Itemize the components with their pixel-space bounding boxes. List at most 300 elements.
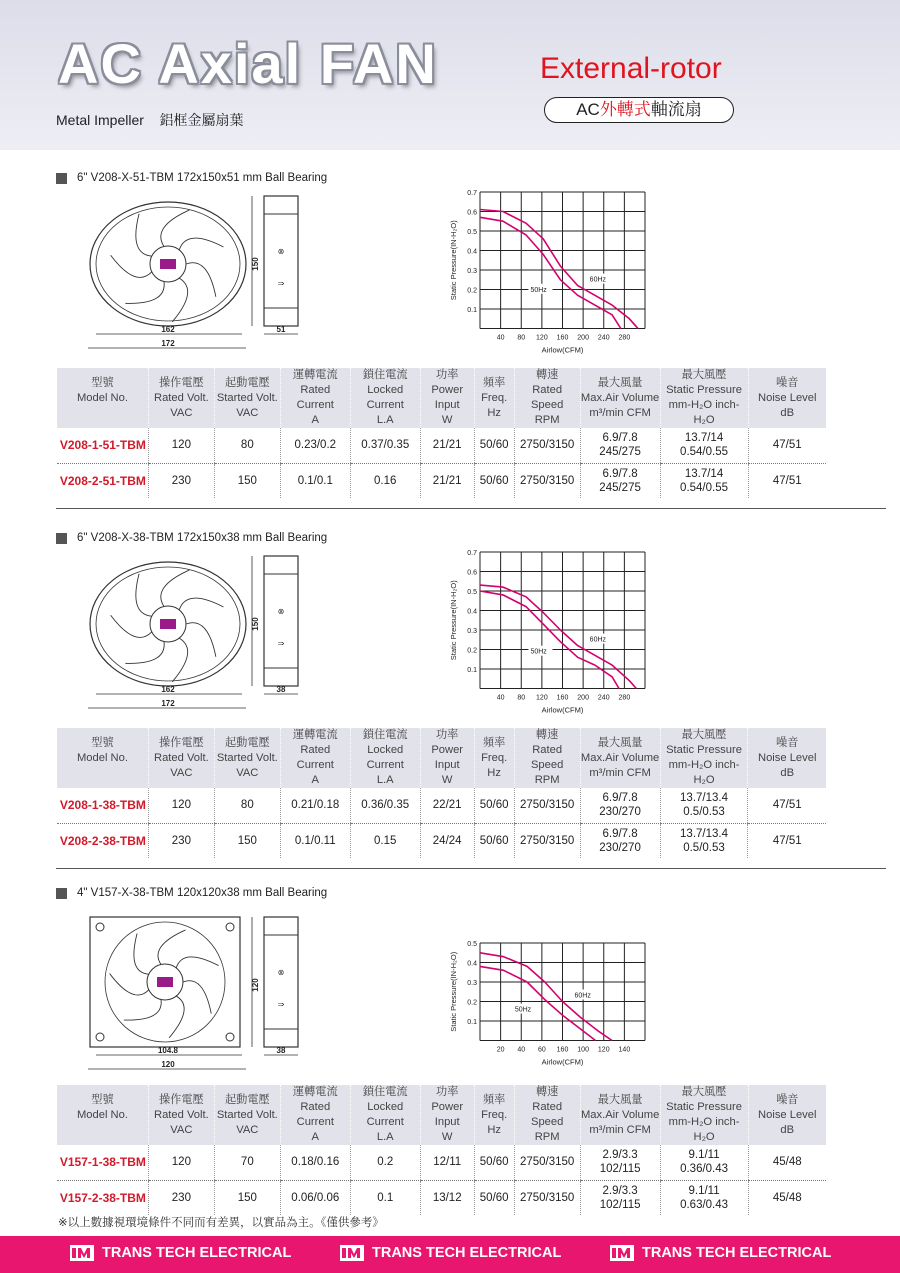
y-tick-label: 0.3	[467, 628, 477, 635]
table-cell	[580, 1145, 660, 1180]
cell-value: 50/60	[479, 834, 509, 847]
header-line: 鎖住電流	[362, 729, 408, 741]
header-line: 功率	[436, 369, 459, 381]
cell-value: V208-1-51-TBM	[59, 438, 146, 453]
table-cell	[280, 788, 350, 823]
table-cell	[660, 788, 748, 823]
cell-value: 2750/3150	[519, 1191, 575, 1204]
table-header-cell	[580, 728, 660, 788]
model-number	[57, 823, 149, 858]
table-header-cell	[148, 728, 214, 788]
brand-logo-icon	[157, 977, 173, 987]
section-divider	[56, 868, 886, 869]
cell-value: 47/51	[772, 799, 802, 812]
cell-value: 22/21	[432, 799, 462, 812]
header-line: Static Pressure	[666, 384, 742, 396]
header-line: dB	[780, 406, 795, 419]
table-cell	[474, 1145, 514, 1180]
table-header-cell	[350, 728, 420, 788]
x-tick-label: 20	[496, 1046, 505, 1054]
header-line: 操作電壓	[158, 1093, 204, 1106]
badge-suffix: 軸流扇	[650, 100, 702, 119]
x-tick-label: 80	[517, 334, 526, 342]
header-line: mm-H₂O inch-H₂O	[668, 399, 740, 426]
header-line: 起動電壓	[224, 376, 270, 389]
footer-brand-1	[70, 1245, 291, 1261]
section-title: 6" V208-X-51-TBM 172x150x51 mm Ball Bearing	[77, 172, 328, 184]
y-tick-label: 0.1	[467, 667, 477, 674]
x-tick-label: 40	[517, 1046, 526, 1054]
dim-depth-label: 38	[276, 1046, 286, 1055]
header-line: 頻率	[482, 736, 506, 749]
cell-value: 13.7/13.4	[680, 792, 728, 805]
cell-value: 120	[171, 1156, 191, 1169]
table-cell	[660, 1180, 748, 1215]
table-cell	[350, 1145, 420, 1180]
series-label: 60Hz	[589, 276, 607, 284]
x-tick-label: 200	[577, 334, 589, 342]
cell-value: 0.54/0.55	[680, 481, 729, 494]
model-number	[57, 1180, 149, 1215]
cell-value: 6.9/7.8	[602, 467, 638, 480]
table-cell	[514, 428, 580, 463]
cell-value: 230/270	[599, 806, 641, 819]
table-cell	[148, 1180, 214, 1215]
x-tick-label: 280	[618, 694, 631, 702]
cell-value: 102/115	[599, 1198, 641, 1211]
footnote: ※以上數據視環境條件不同而有差異，以實品為主。《僅供參考》	[58, 1217, 384, 1229]
cell-value: 120	[171, 439, 191, 452]
header-line: Noise Level	[758, 751, 817, 764]
table-header-cell	[420, 728, 474, 788]
cell-value: V157-1-38-TBM	[59, 1155, 146, 1170]
cell-value: 0.5/0.53	[683, 841, 725, 854]
cell-value: 70	[240, 1156, 254, 1169]
header-line: Model No.	[76, 751, 128, 764]
header-line: 轉速	[535, 369, 559, 381]
cell-value: 6.9/7.8	[602, 432, 638, 445]
table-header-cell	[514, 728, 580, 788]
cell-value: 2.9/3.3	[602, 1184, 638, 1197]
table-cell	[350, 463, 420, 498]
fan-section	[0, 170, 900, 510]
header-line: 運轉電流	[292, 369, 338, 381]
x-tick-label: 120	[597, 1046, 610, 1054]
table-header-cell	[514, 368, 580, 428]
table-cell	[580, 788, 660, 823]
header-line: A	[311, 1131, 320, 1143]
table-row	[57, 823, 827, 858]
cell-value: 0.21/0.18	[291, 799, 340, 812]
header-line: 鎖住電流	[362, 1086, 408, 1098]
rotation-icon: ⊗	[277, 247, 285, 256]
header-line: W	[441, 774, 453, 786]
x-tick-label: 280	[618, 334, 631, 342]
cell-value: V157-2-38-TBM	[59, 1190, 146, 1205]
cell-value: 0.15	[374, 834, 397, 847]
header-line: 型號	[91, 736, 114, 749]
table-row	[57, 463, 827, 498]
table-cell	[474, 1180, 514, 1215]
spec-table	[56, 368, 826, 498]
table-cell	[660, 823, 748, 858]
cell-value: 21/21	[432, 439, 462, 452]
spec-table	[56, 1085, 826, 1215]
table-header-cell	[580, 368, 660, 428]
header-line: Rated Current	[296, 744, 334, 771]
cell-value: 0.5/0.53	[683, 806, 725, 819]
header-line: Model No.	[76, 391, 128, 404]
rotation-icon: ⊗	[277, 607, 285, 616]
header-line: Power Input	[431, 384, 464, 411]
table-row	[57, 428, 827, 463]
table-header-cell	[748, 1085, 826, 1145]
table-cell	[474, 463, 514, 498]
table-header-cell	[748, 368, 826, 428]
x-tick-label: 40	[496, 334, 505, 342]
fan-drawing	[86, 194, 346, 354]
y-axis-label: Static Pressure(IN-H₂O)	[449, 580, 458, 661]
fan-drawing	[86, 554, 346, 714]
header-line: Rated Speed	[530, 384, 564, 411]
x-tick-label: 120	[536, 694, 548, 702]
table-cell	[748, 1180, 826, 1215]
series-label: 50Hz	[530, 286, 547, 294]
cell-value: 47/51	[772, 834, 802, 847]
cell-value: 2750/3150	[519, 834, 575, 847]
header-line: Power Input	[431, 744, 464, 771]
table-cell	[420, 463, 474, 498]
table-cell	[474, 788, 514, 823]
badge-prefix: AC	[576, 100, 600, 119]
header-line: 頻率	[482, 1093, 506, 1106]
cell-value: 50/60	[479, 1156, 509, 1169]
y-tick-label: 0.7	[467, 190, 477, 197]
cell-value: 24/24	[432, 834, 462, 847]
cell-value: 0.37/0.35	[361, 439, 410, 452]
y-tick-label: 0.1	[467, 1019, 477, 1026]
page-title: AC Axial FAN	[58, 32, 438, 95]
header-line: VAC	[170, 1123, 193, 1136]
table-cell	[214, 823, 280, 858]
badge-red: 外轉式	[599, 100, 651, 119]
header-line: 最大風量	[597, 1093, 643, 1106]
table-cell	[580, 428, 660, 463]
footer-brand-3	[610, 1245, 831, 1261]
table-header-cell	[474, 368, 514, 428]
header-line: Rated Current	[296, 1101, 334, 1128]
header-line: 功率	[436, 1086, 459, 1098]
series-label: 50Hz	[514, 1006, 532, 1014]
series-label: 60Hz	[574, 992, 591, 1000]
x-tick-label: 160	[556, 1046, 569, 1054]
header-line: mm-H₂O inch-H₂O	[668, 1116, 740, 1143]
fan-section	[0, 885, 900, 1225]
header-line: A	[311, 414, 319, 426]
footer-brand-2	[340, 1245, 561, 1261]
header-line: Freq.	[481, 391, 508, 404]
cell-value: 2750/3150	[519, 474, 575, 487]
table-header-cell	[214, 728, 280, 788]
x-axis-label: Airlow(CFM)	[541, 345, 584, 355]
dim-height-label: 120	[251, 978, 260, 992]
y-axis-label: Static Pressure(IN-H₂O)	[449, 220, 458, 301]
y-tick-label: 0.5	[467, 589, 477, 596]
header-line: 最大風壓	[681, 1086, 727, 1098]
table-cell	[214, 1180, 280, 1215]
header-line: 轉速	[535, 1086, 559, 1098]
header-line: m³/min CFM	[589, 1123, 651, 1136]
header-line: Noise Level	[758, 391, 817, 404]
header-line: Freq.	[481, 1108, 508, 1121]
header-line: 運轉電流	[292, 729, 338, 741]
x-tick-label: 60	[537, 1046, 546, 1054]
fan-type-title: External-rotor	[540, 52, 722, 85]
cell-value: 0.54/0.55	[680, 446, 729, 459]
x-tick-label: 120	[536, 334, 548, 342]
cell-value: V208-1-38-TBM	[59, 798, 146, 813]
table-header-cell	[280, 728, 350, 788]
cell-value: 230	[171, 474, 191, 487]
cell-value: 2.9/3.3	[602, 1149, 638, 1162]
y-tick-label: 0.5	[467, 941, 477, 948]
table-cell	[580, 1180, 660, 1215]
subtitle-en: Metal Impeller	[56, 112, 144, 128]
dim-inner-label: 104.8	[157, 1046, 179, 1055]
header-line: Hz	[487, 1123, 502, 1136]
dim-inner-label: 162	[161, 685, 175, 694]
header-line: Hz	[487, 406, 501, 419]
model-number	[57, 788, 149, 823]
dim-outer-label: 120	[161, 1060, 175, 1069]
section-bullet-icon	[56, 173, 67, 184]
table-cell	[148, 428, 214, 463]
section-bullet-icon	[56, 888, 67, 899]
dim-depth-label: 51	[276, 325, 286, 334]
cell-value: 45/48	[772, 1156, 802, 1169]
footer-brand-text: TRANS TECH ELECTRICAL	[372, 1245, 562, 1261]
rotation-icon: ⊗	[277, 968, 285, 977]
cell-value: 9.1/11	[688, 1149, 720, 1162]
header-line: dB	[780, 1123, 795, 1136]
cell-value: 0.1/0.11	[294, 834, 336, 847]
table-header-cell	[420, 368, 474, 428]
table-cell	[514, 1180, 580, 1215]
y-axis-label: Static Pressure(IN-H₂O)	[449, 951, 458, 1032]
dim-height-label: 150	[251, 617, 260, 631]
brand-logo-icon	[160, 259, 176, 269]
dim-depth-label: 38	[276, 685, 286, 694]
table-header-cell	[214, 368, 280, 428]
header-line: W	[441, 414, 453, 426]
header-line: 起動電壓	[224, 736, 270, 749]
table-cell	[514, 788, 580, 823]
series-line-60hz	[480, 210, 638, 329]
table-cell	[420, 1180, 474, 1215]
dim-inner-label: 162	[161, 325, 175, 334]
header-line: Model No.	[76, 1108, 128, 1121]
subtitle-cn: 鋁框金屬扇葉	[159, 112, 244, 128]
header-line: L.A	[376, 414, 394, 426]
table-header-cell	[148, 1085, 214, 1145]
header-line: 最大風量	[597, 376, 643, 389]
table-cell	[280, 1145, 350, 1180]
cell-value: 13/12	[432, 1191, 462, 1204]
header-line: Freq.	[481, 751, 508, 764]
header-line: Hz	[487, 766, 501, 779]
cell-value: 13.7/14	[684, 467, 724, 480]
cell-value: 50/60	[479, 474, 509, 487]
dim-outer-label: 172	[161, 339, 175, 348]
table-header-cell	[474, 1085, 514, 1145]
table-header-cell	[350, 368, 420, 428]
header-line: L.A	[376, 1131, 394, 1143]
airflow-icon: ⇒	[277, 279, 285, 288]
fan-side-view	[264, 556, 298, 686]
table-row	[57, 788, 827, 823]
cell-value: 0.2	[377, 1156, 394, 1169]
fan-section	[0, 530, 900, 870]
header-line: m³/min CFM	[589, 766, 651, 779]
y-tick-label: 0.2	[467, 647, 477, 655]
cell-value: 150	[237, 1191, 257, 1204]
cell-value: 245/275	[599, 481, 641, 494]
cell-value: 9.1/11	[688, 1184, 720, 1197]
header-line: 頻率	[482, 376, 506, 389]
table-cell	[748, 463, 826, 498]
cell-value: 0.36/0.35	[361, 799, 410, 812]
pressure-airflow-chart	[440, 544, 800, 724]
table-cell	[280, 463, 350, 498]
header-line: 最大風壓	[681, 729, 727, 741]
header-line: 起動電壓	[224, 1093, 270, 1106]
table-cell	[474, 823, 514, 858]
y-tick-label: 0.4	[467, 608, 477, 616]
cell-value: 50/60	[479, 799, 509, 812]
cell-value: 0.1	[377, 1191, 394, 1204]
table-cell	[420, 1145, 474, 1180]
table-cell	[580, 463, 660, 498]
header-line: Rated Speed	[530, 1101, 564, 1128]
x-tick-label: 160	[556, 334, 569, 342]
table-header-cell	[57, 728, 149, 788]
pressure-airflow-chart	[440, 184, 800, 364]
cell-value: 0.23/0.2	[294, 439, 337, 452]
table-row	[57, 1180, 827, 1215]
header-line: VAC	[170, 766, 193, 779]
model-number	[57, 1145, 149, 1180]
table-cell	[420, 428, 474, 463]
section-heading	[56, 172, 327, 184]
header-line: 最大風量	[597, 736, 643, 749]
cell-value: 2750/3150	[519, 1156, 575, 1169]
header-line: Started Volt.	[216, 391, 278, 404]
header-line: 噪音	[776, 1093, 799, 1106]
header-line: Locked Current	[366, 744, 404, 771]
table-header-cell	[660, 1085, 748, 1145]
footer-brand-text: TRANS TECH ELECTRICAL	[642, 1245, 832, 1261]
header-line: Locked Current	[366, 384, 404, 411]
y-tick-label: 0.4	[467, 960, 477, 968]
header-line: Rated Speed	[530, 744, 564, 771]
table-cell	[148, 788, 214, 823]
cell-value: 230/270	[599, 841, 641, 854]
table-cell	[350, 428, 420, 463]
table-header-cell	[514, 1085, 580, 1145]
cell-value: 21/21	[432, 474, 462, 487]
header-line: Max.Air Volume	[580, 391, 660, 404]
cell-value: V208-2-38-TBM	[59, 833, 146, 848]
table-cell	[660, 428, 748, 463]
header-line: VAC	[236, 406, 259, 419]
table-header-cell	[57, 368, 149, 428]
y-tick-label: 0.3	[467, 980, 477, 987]
section-heading	[56, 887, 327, 899]
cell-value: 47/51	[772, 439, 802, 452]
header-line: Static Pressure	[666, 744, 742, 756]
model-number	[57, 428, 149, 463]
header-line	[57, 1123, 148, 1138]
y-tick-label: 0.6	[467, 569, 477, 577]
cell-value: 2750/3150	[519, 799, 575, 812]
cell-value: 47/51	[772, 474, 802, 487]
x-axis-label: Airlow(CFM)	[541, 1057, 584, 1067]
header-line: VAC	[236, 766, 259, 779]
header-line: 操作電壓	[158, 736, 204, 749]
table-header-cell	[748, 728, 826, 788]
x-tick-label: 140	[618, 1046, 631, 1054]
y-tick-label: 0.1	[467, 307, 477, 314]
table-header-cell	[580, 1085, 660, 1145]
header-line: Rated Current	[296, 384, 334, 411]
cell-value: 6.9/7.8	[602, 792, 638, 805]
dim-outer-label: 172	[161, 699, 175, 708]
table-cell	[420, 823, 474, 858]
table-header-cell	[57, 1085, 149, 1145]
table-cell	[748, 428, 826, 463]
fan-type-badge	[544, 97, 734, 123]
table-header-cell	[660, 728, 748, 788]
header-line: 噪音	[776, 736, 799, 749]
section-divider	[56, 508, 886, 509]
cell-value: 6.9/7.8	[602, 827, 638, 840]
header-line: 型號	[91, 376, 114, 389]
header-line: RPM	[534, 774, 560, 786]
y-tick-label: 0.5	[467, 229, 477, 236]
header-line	[57, 406, 148, 421]
cell-value: 80	[240, 439, 254, 452]
header-line: Noise Level	[758, 1108, 817, 1121]
header-line: mm-H₂O inch-H₂O	[668, 759, 740, 786]
table-cell	[660, 1145, 748, 1180]
header-line: 噪音	[776, 376, 799, 389]
brand-logo-icon	[160, 619, 176, 629]
header-line: Locked Current	[366, 1101, 404, 1128]
dim-height-label: 150	[251, 257, 260, 271]
header-line: Started Volt.	[216, 1108, 278, 1121]
series-label: 60Hz	[589, 636, 607, 644]
table-cell	[214, 788, 280, 823]
table-cell	[514, 463, 580, 498]
table-cell	[148, 463, 214, 498]
header-line: W	[441, 1131, 453, 1143]
x-tick-label: 160	[556, 694, 569, 702]
table-cell	[148, 823, 214, 858]
airflow-icon: ⇒	[277, 639, 285, 648]
table-header-cell	[280, 368, 350, 428]
header-line: 操作電壓	[158, 376, 204, 389]
cell-value: 45/48	[772, 1191, 802, 1204]
